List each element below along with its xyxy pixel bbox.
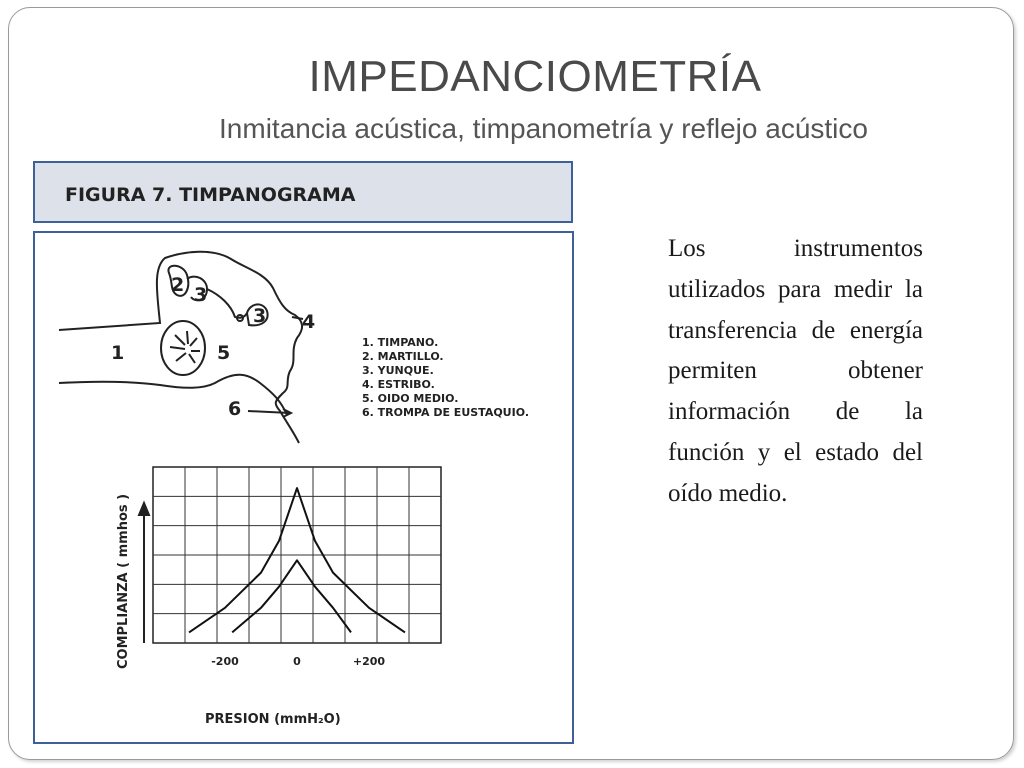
legend-item: 4. ESTRIBO. [362,378,435,391]
chart-x-tick-label: +200 [352,655,386,668]
y-axis-arrow [139,503,149,643]
legend-item: 1. TIMPANO. [362,336,439,349]
ear-label-3a: 3 [194,284,208,306]
slide-subtitle: Inmitancia acústica, timpanometría y reflejo acústico [219,113,868,144]
ear-label-4: 4 [302,311,316,333]
chart-x-tick-label: -200 [211,655,239,668]
chart-x-tick-label: 0 [293,655,301,668]
body-paragraph: Los instrumentos utilizados para medir la transferencia de energía permiten obtener información de la función y el estado del oído medio. [668,235,923,507]
ear-labels [111,274,315,420]
chart-x-ticks [211,655,385,668]
legend-item: 6. TROMPA DE EUSTAQUIO. [362,406,529,419]
figure-svg [35,233,572,742]
chart-series [189,488,405,632]
figure-panel [33,231,574,744]
chart-grid [153,467,441,643]
ear-label-5: 5 [217,342,231,364]
slide-title: IMPEDANCIOMETRÍA [308,52,762,101]
figure-header-label: FIGURA 7. TIMPANOGRAMA [65,184,356,206]
legend-item: 3. YUNQUE. [362,364,434,377]
figure-header [33,161,573,223]
ear-label-1: 1 [111,342,125,364]
ear-label-3b: 3 [253,305,267,327]
ear-label-2: 2 [171,274,185,296]
ear-label-6: 6 [228,398,242,420]
legend [362,336,529,419]
chart-x-label: PRESION (mmH₂O) [205,712,341,727]
chart-y-label: COMPLIANZA ( mmhos ) [116,493,131,669]
legend-item: 5. OIDO MEDIO. [362,392,459,405]
legend-item: 2. MARTILLO. [362,350,444,363]
